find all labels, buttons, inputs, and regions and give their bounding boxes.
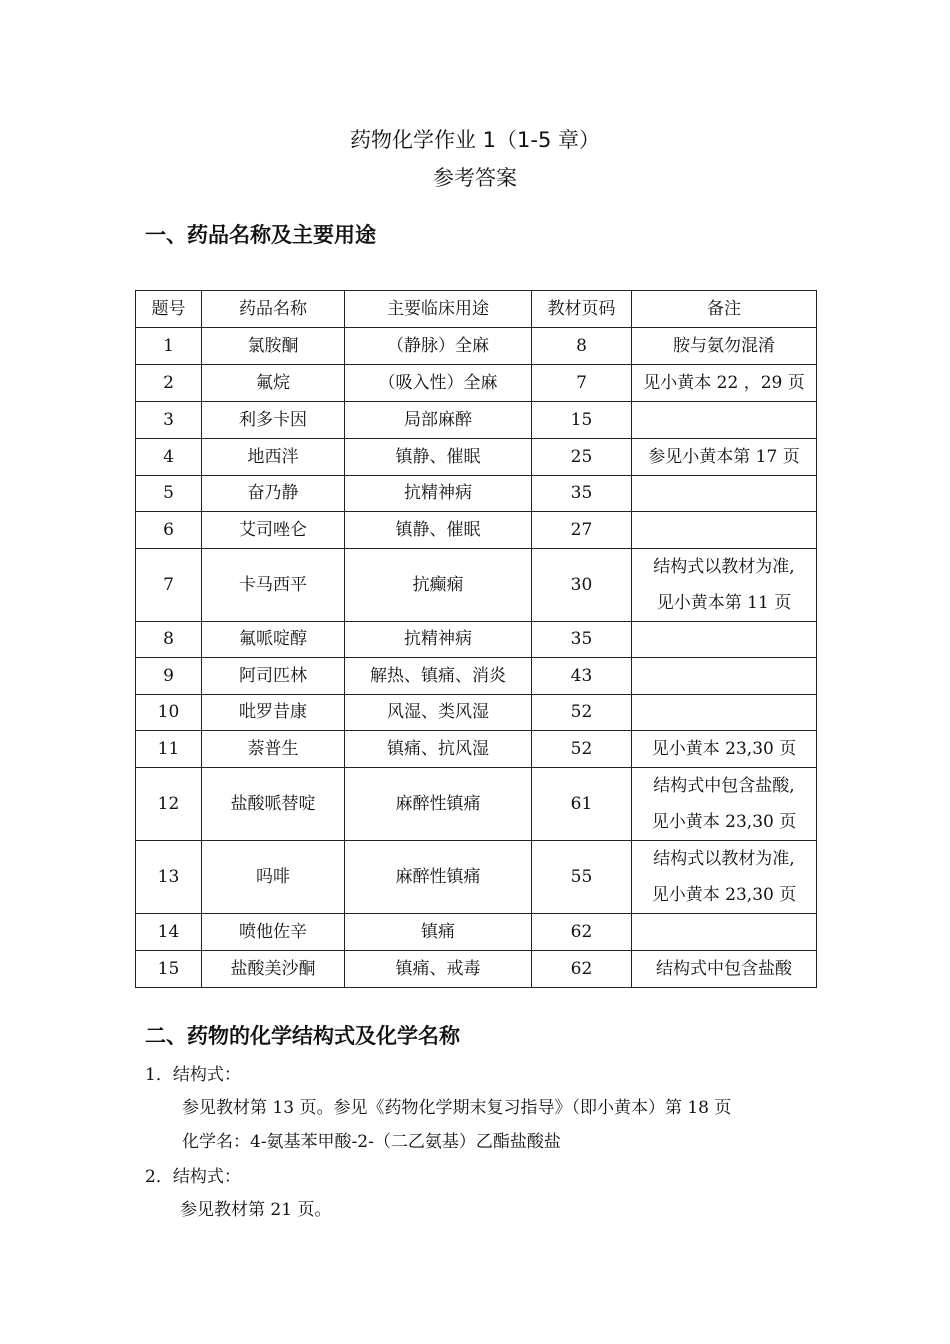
table-row [136, 548, 817, 621]
note-line: 胺与氨勿混淆 [673, 336, 775, 356]
cell-page: 25 [532, 438, 632, 475]
cell-no: 10 [136, 694, 202, 731]
cell-drug-name: 氟烷 [202, 365, 345, 402]
table-row [136, 438, 817, 475]
cell-page: 43 [532, 658, 632, 695]
note-line: 见小黄本 23,30 页 [651, 812, 797, 832]
note-line: 见小黄本 23,30 页 [651, 739, 797, 759]
table-row [136, 914, 817, 951]
table-row [136, 512, 817, 549]
note-line: 结构式以教材为准, [653, 849, 795, 869]
note-line: 结构式中包含盐酸, [653, 776, 795, 796]
cell-page: 61 [532, 768, 632, 841]
cell-drug-name: 地西泮 [202, 438, 345, 475]
cell-clinical-use: 镇痛 [345, 914, 532, 951]
document-title: 药物化学作业 1（1-5 章） [349, 128, 600, 152]
note-line: 参见小黄本第 17 页 [648, 446, 800, 467]
cell-clinical-use: 麻醉性镇痛 [345, 841, 532, 914]
table-row [136, 475, 817, 512]
note-line: 见小黄本 23,30 页 [651, 885, 797, 905]
cell-note [632, 365, 817, 402]
cell-drug-name: 氟哌啶醇 [202, 621, 345, 658]
header-use: 主要临床用途 [345, 291, 532, 328]
cell-note [632, 950, 817, 987]
header-note: 备注 [632, 291, 817, 328]
cell-page: 30 [532, 548, 632, 621]
cell-drug-name: 卡马西平 [202, 548, 345, 621]
item2-reference: 参见教材第 21 页。 [180, 1200, 332, 1220]
table-row [136, 621, 817, 658]
table-row [136, 694, 817, 731]
cell-page: 7 [532, 365, 632, 402]
cell-note [632, 548, 817, 621]
note-line: 结构式以教材为准, [653, 556, 795, 577]
table-row [136, 768, 817, 841]
cell-clinical-use: 麻醉性镇痛 [345, 768, 532, 841]
cell-drug-name: 艾司唑仑 [202, 512, 345, 549]
cell-note [632, 658, 817, 695]
cell-drug-name: 盐酸美沙酮 [202, 950, 345, 987]
cell-drug-name: 吗啡 [202, 841, 345, 914]
header-name: 药品名称 [202, 291, 345, 328]
cell-clinical-use: 镇静、催眠 [345, 438, 532, 475]
item1-label: 1．结构式： [145, 1065, 241, 1085]
cell-page: 35 [532, 475, 632, 512]
cell-clinical-use: 镇静、催眠 [345, 512, 532, 549]
cell-note [632, 914, 817, 951]
cell-clinical-use: 抗精神病 [345, 621, 532, 658]
cell-clinical-use: 抗癫痫 [345, 548, 532, 621]
cell-clinical-use: 镇痛、抗风湿 [345, 731, 532, 768]
cell-drug-name: 利多卡因 [202, 402, 345, 439]
note-line: 见小黄本第 11 页 [656, 592, 792, 613]
cell-no: 13 [136, 841, 202, 914]
cell-no: 5 [136, 475, 202, 512]
cell-drug-name: 萘普生 [202, 731, 345, 768]
table-header-row [136, 291, 817, 328]
cell-note [632, 768, 817, 841]
table-row [136, 328, 817, 365]
cell-page: 35 [532, 621, 632, 658]
cell-clinical-use: （吸入性）全麻 [345, 365, 532, 402]
cell-page: 52 [532, 694, 632, 731]
cell-no: 2 [136, 365, 202, 402]
table-row [136, 731, 817, 768]
cell-page: 8 [532, 328, 632, 365]
cell-drug-name: 喷他佐辛 [202, 914, 345, 951]
table-row [136, 950, 817, 987]
section2-heading: 二、药物的化学结构式及化学名称 [145, 1024, 460, 1048]
note-line: 结构式中包含盐酸 [656, 958, 792, 979]
header-page: 教材页码 [532, 291, 632, 328]
cell-note [632, 438, 817, 475]
cell-page: 55 [532, 841, 632, 914]
cell-drug-name: 盐酸哌替啶 [202, 768, 345, 841]
cell-drug-name: 氯胺酮 [202, 328, 345, 365]
item2-label: 2．结构式： [145, 1167, 241, 1187]
drug-table [135, 290, 817, 988]
cell-clinical-use: 解热、镇痛、消炎 [345, 658, 532, 695]
cell-no: 12 [136, 768, 202, 841]
cell-page: 52 [532, 731, 632, 768]
cell-no: 3 [136, 402, 202, 439]
cell-note [632, 402, 817, 439]
cell-no: 14 [136, 914, 202, 951]
cell-clinical-use: 局部麻醉 [345, 402, 532, 439]
cell-clinical-use: 抗精神病 [345, 475, 532, 512]
cell-note [632, 475, 817, 512]
cell-no: 15 [136, 950, 202, 987]
cell-note [632, 512, 817, 549]
item1-chemical-name: 化学名：4-氨基苯甲酸-2-（二乙氨基）乙酯盐酸盐 [182, 1132, 561, 1152]
cell-no: 4 [136, 438, 202, 475]
header-no: 题号 [136, 291, 202, 328]
cell-page: 62 [532, 950, 632, 987]
cell-clinical-use: 镇痛、戒毒 [345, 950, 532, 987]
cell-no: 7 [136, 548, 202, 621]
cell-note [632, 694, 817, 731]
cell-note [632, 841, 817, 914]
section1-heading: 一、药品名称及主要用途 [145, 223, 376, 247]
cell-drug-name: 奋乃静 [202, 475, 345, 512]
cell-drug-name: 吡罗昔康 [202, 694, 345, 731]
cell-page: 27 [532, 512, 632, 549]
cell-clinical-use: 风湿、类风湿 [345, 694, 532, 731]
cell-no: 6 [136, 512, 202, 549]
cell-note [632, 621, 817, 658]
cell-no: 1 [136, 328, 202, 365]
cell-clinical-use: （静脉）全麻 [345, 328, 532, 365]
cell-drug-name: 阿司匹林 [202, 658, 345, 695]
table-row [136, 365, 817, 402]
cell-note [632, 731, 817, 768]
table-row [136, 841, 817, 914]
item1-reference: 参见教材第 13 页。参见《药物化学期末复习指导》（即小黄本）第 18 页 [182, 1098, 732, 1118]
document-subtitle: 参考答案 [433, 166, 517, 190]
cell-no: 8 [136, 621, 202, 658]
cell-no: 9 [136, 658, 202, 695]
cell-page: 15 [532, 402, 632, 439]
table-row [136, 402, 817, 439]
note-line: 见小黄本 22 ，29 页 [643, 373, 805, 393]
table-row [136, 658, 817, 695]
cell-note [632, 328, 817, 365]
cell-page: 62 [532, 914, 632, 951]
cell-no: 11 [136, 731, 202, 768]
